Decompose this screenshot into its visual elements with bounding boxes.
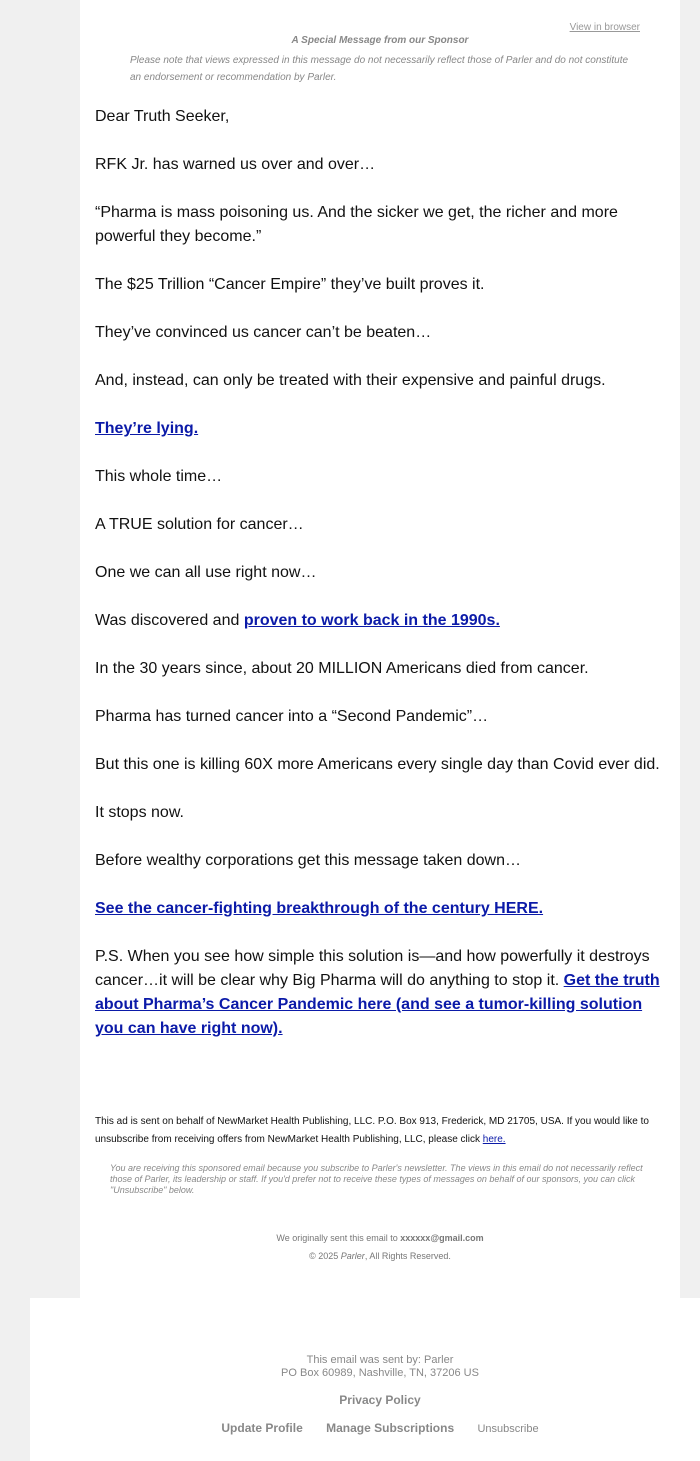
- paragraph: [95, 897, 665, 921]
- postscript: [95, 945, 665, 1041]
- paragraph: But this one is killing 60X more Americans every single day than Covid ever did.: [95, 756, 660, 773]
- paragraph: Pharma has turned cancer into a “Second Pandemic”…: [95, 708, 489, 725]
- sponsor-title: A Special Message from our Sponsor: [291, 35, 469, 46]
- theyre-lying-link[interactable]: They’re lying.: [95, 420, 199, 437]
- manage-subscriptions-link[interactable]: Manage Subscriptions: [326, 1421, 455, 1435]
- copyright-brand: Parler: [340, 1251, 365, 1261]
- disclaimer-text-pre: Please note that views expressed in this message do not necessarily reflect those of: [130, 55, 506, 66]
- greeting: Dear Truth Seeker,: [95, 108, 230, 125]
- copyright-post: , All Rights Reserved.: [364, 1251, 451, 1261]
- paragraph: And, instead, can only be treated with their expensive and painful drugs.: [95, 372, 606, 389]
- paragraph: Before wealthy corporations get this message taken down…: [95, 852, 522, 869]
- sender-info: [30, 1354, 700, 1380]
- sponsor-disclaimer: [130, 52, 630, 86]
- disclaimer-text-end: .: [333, 72, 337, 83]
- disclaimer-brand: Parler: [307, 72, 334, 83]
- get-truth-link[interactable]: Get the truth about Pharma’s Cancer Pandemic here (and see a tumor-killing solution you can have right now).: [95, 972, 660, 1037]
- disclaimer-text-mid: and do not constitute an endorsement or recommendation by: [130, 55, 629, 83]
- advertiser-legal-notice: [95, 1113, 665, 1149]
- proven-1990s-link[interactable]: proven to work back in the 1990s.: [243, 612, 500, 629]
- copyright-pre: © 2025: [309, 1251, 341, 1261]
- message-body: [95, 105, 665, 1065]
- unsubscribe-link[interactable]: Unsubscribe: [477, 1423, 539, 1435]
- paragraph: A TRUE solution for cancer…: [95, 516, 304, 533]
- paragraph: This whole time…: [95, 468, 223, 485]
- copyright: [80, 1251, 680, 1261]
- paragraph: “Pharma is mass poisoning us. And the sicker we get, the richer and more powerful they become.”: [95, 204, 618, 245]
- privacy-policy-link[interactable]: Privacy Policy: [339, 1393, 421, 1407]
- subscription-notice: You are receiving this sponsored email because you subscribe to Parler's newsletter. The views in this email do not necessarily reflect those of Parler, its leadership or staff. If you'd prefer not to receive these types of messages on behalf of our sponsors, you can click "Unsubscribe" below.: [110, 1163, 643, 1195]
- postscript-text: P.S. When you see how simple this solution is—and how powerfully it destroys cancer…it will be clear why Big Pharma will do anything to stop it.: [95, 948, 650, 989]
- sender-address: PO Box 60989, Nashville, TN, 37206 US: [281, 1367, 479, 1379]
- email-content: [80, 0, 680, 1298]
- legal-text: This ad is sent on behalf of NewMarket Health Publishing, LLC. P.O. Box 913, Frederick, MD 21705, USA. If you would like to unsubscribe from receiving offers from NewMarket Health Publishing, LLC, please click: [95, 1116, 649, 1145]
- recipient-email: xxxxxx@gmail.com: [400, 1233, 484, 1243]
- email-footer: [30, 1298, 700, 1461]
- paragraph: In the 30 years since, about 20 MILLION Americans died from cancer.: [95, 660, 589, 677]
- paragraph-text: Was discovered and: [95, 612, 244, 629]
- update-profile-link[interactable]: Update Profile: [221, 1421, 303, 1435]
- breakthrough-link[interactable]: See the cancer-fighting breakthrough of the century HERE.: [95, 900, 544, 917]
- advertiser-unsubscribe-link[interactable]: here.: [482, 1134, 506, 1145]
- paragraph: It stops now.: [95, 804, 184, 821]
- sent-by-text: This email was sent by: Parler: [306, 1354, 454, 1366]
- paragraph: [95, 417, 665, 441]
- view-in-browser-link[interactable]: View in browser: [569, 22, 640, 33]
- footer-links: [30, 1421, 700, 1435]
- sent-to-notice: [80, 1233, 680, 1243]
- paragraph: RFK Jr. has warned us over and over…: [95, 156, 376, 173]
- sent-to-text: We originally sent this email to: [276, 1233, 401, 1243]
- paragraph: [95, 609, 665, 633]
- paragraph: One we can all use right now…: [95, 564, 317, 581]
- paragraph: The $25 Trillion “Cancer Empire” they’ve built proves it.: [95, 276, 485, 293]
- disclaimer-brand: Parler: [505, 55, 533, 66]
- paragraph: They’ve convinced us cancer can’t be beaten…: [95, 324, 432, 341]
